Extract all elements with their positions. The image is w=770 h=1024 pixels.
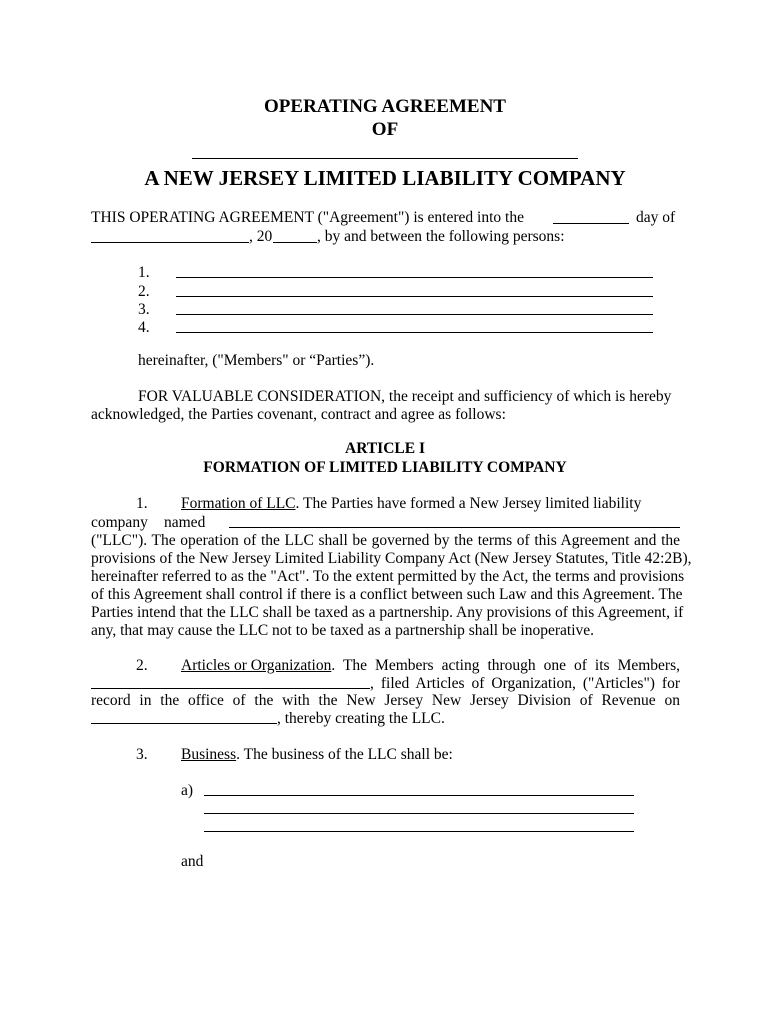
intro-text: THIS OPERATING AGREEMENT ("Agreement") is entered into the	[91, 209, 524, 226]
hereinafter-text: hereinafter, ("Members" or “Parties”).	[138, 352, 375, 369]
section1-line: provisions of the New Jersey Limited Liability Company Act (New Jersey Statutes, Title 42:2B),	[91, 550, 692, 567]
section1-line: ("LLC"). The operation of the LLC shall be governed by the terms of this Agreement and the	[91, 532, 680, 549]
llc-name-blank[interactable]	[229, 527, 680, 528]
section3-lead: . The business of the LLC shall be:	[236, 746, 453, 763]
section1-last-line: any, that may cause the LLC not to be taxed as a partnership shall be inoperative.	[91, 622, 595, 639]
intro-day-of: day of	[636, 209, 676, 226]
member-number: 3.	[138, 301, 150, 318]
month-blank[interactable]	[91, 242, 249, 243]
section2-heading: Articles or Organization	[181, 657, 332, 674]
member-blank-3[interactable]	[176, 314, 653, 315]
section1-heading: Formation of LLC	[181, 495, 296, 512]
section1-number: 1.	[136, 495, 148, 512]
member-number: 4.	[138, 319, 150, 336]
section1-lead-line	[181, 495, 680, 513]
intro-persons: , by and between the following persons:	[317, 228, 565, 245]
member-name-blank[interactable]	[91, 688, 370, 689]
business-blank-1[interactable]	[204, 795, 634, 796]
business-blank-2[interactable]	[204, 813, 634, 814]
intro-line-2	[91, 228, 680, 246]
business-blank-3[interactable]	[204, 831, 634, 832]
section2-line-4: , thereby creating the LLC.	[277, 710, 445, 727]
member-number: 1.	[138, 264, 150, 281]
section3-number: 3.	[136, 746, 148, 763]
section2-line-2: , filed Articles of Organization, ("Articles") for	[370, 675, 680, 692]
article-heading: ARTICLE I	[345, 440, 425, 457]
section1-line: Parties intend that the LLC shall be taxed as a partnership. Any provisions of this Agreement, if	[91, 604, 684, 621]
intro-year-prefix: , 20	[249, 228, 273, 245]
doc-title-of: OF	[371, 119, 399, 140]
member-blank-1[interactable]	[176, 277, 653, 278]
member-blank-4[interactable]	[176, 332, 653, 333]
section2-line-3: record in the office of the with the New Jersey New Jersey Division of Revenue on	[91, 692, 680, 709]
consideration-line-1: FOR VALUABLE CONSIDERATION, the receipt and sufficiency of which is hereby	[138, 388, 672, 405]
section3-lead-line	[181, 746, 453, 764]
member-blank-2[interactable]	[176, 296, 653, 297]
section2-lead-line	[181, 657, 680, 675]
member-number: 2.	[138, 283, 150, 300]
year-blank[interactable]	[273, 242, 317, 243]
section1-named: named	[164, 514, 206, 531]
section2-lead: . The Members acting through one of its Members,	[331, 657, 680, 674]
section1-lead: . The Parties have formed a New Jersey limited liability	[295, 495, 642, 512]
member-row-2	[138, 283, 150, 301]
article-subheading: FORMATION OF LIMITED LIABILITY COMPANY	[203, 459, 567, 476]
and-text: and	[181, 853, 204, 870]
section3-heading: Business	[181, 746, 237, 763]
company-name-blank[interactable]	[192, 158, 578, 159]
filing-date-blank[interactable]	[91, 723, 277, 724]
doc-subtitle: A NEW JERSEY LIMITED LIABILITY COMPANY	[144, 166, 626, 190]
section2-number: 2.	[136, 657, 148, 674]
section1-company: company	[91, 514, 148, 531]
consideration-line-2: acknowledged, the Parties covenant, contract and agree as follows:	[91, 406, 506, 423]
doc-title: OPERATING AGREEMENT	[264, 96, 506, 117]
member-row-4	[138, 319, 150, 337]
section1-line: hereinafter referred to as the "Act". To the extent permitted by the Act, the terms and provisions	[91, 568, 685, 585]
day-blank[interactable]	[553, 223, 629, 224]
section1-line: of this Agreement shall control if there is a conflict between such Law and this Agreement. The	[91, 586, 683, 603]
member-row-1	[138, 264, 150, 282]
member-row-3	[138, 301, 150, 319]
intro-line-1	[91, 209, 680, 227]
item-a-label: a)	[181, 782, 194, 799]
